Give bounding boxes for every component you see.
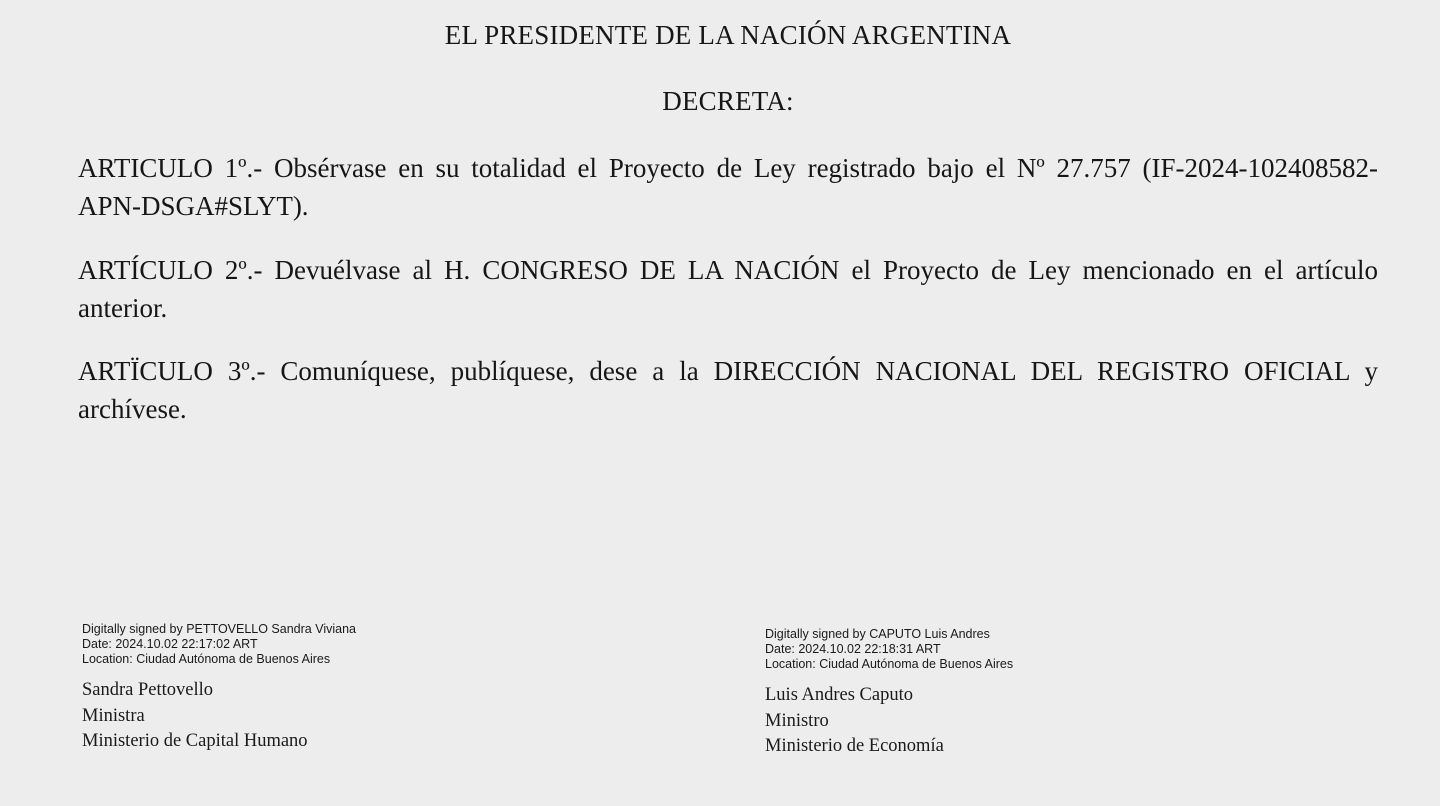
digital-signature-location: Location: Ciudad Autónoma de Buenos Aires [82,652,331,666]
signer-ministry: Ministerio de Economía [765,736,944,756]
signer-name: Sandra Pettovello [82,680,214,700]
article-3-line-1: ARTÏCULO 3º.- Comuníquese, publíquese, dese a la DIRECCIÓN NACIONAL DEL REGISTRO OFICIAL y [78,356,1378,386]
article-1-line-1: ARTICULO 1º.- Obsérvase en su totalidad el Proyecto de Ley registrado bajo el Nº 27.757 (IF-2024-102408582- [78,153,1378,183]
digital-signed-by: Digitally signed by CAPUTO Luis Andres [765,627,990,641]
signer-role: Ministro [765,710,829,731]
digital-signed-by: Digitally signed by PETTOVELLO Sandra Viviana [82,622,356,636]
signer-info [765,683,1013,760]
signature-block-caputo [765,627,1013,760]
signer-info [82,678,356,755]
digital-signature-date: Date: 2024.10.02 22:18:31 ART [765,642,941,656]
article-2-line-2: anterior. [78,293,168,323]
digital-signature-stamp [765,627,1013,672]
signer-ministry: Ministerio de Capital Humano [82,731,308,751]
article-2 [78,251,1378,327]
article-1 [78,149,1378,225]
article-3-line-2: archívese. [78,394,187,424]
digital-signature-location: Location: Ciudad Autónoma de Buenos Aires [765,657,1014,671]
signature-block-pettovello [82,622,356,755]
signer-name: Luis Andres Caputo [765,685,913,705]
digital-signature-stamp [82,622,356,667]
document-title: EL PRESIDENTE DE LA NACIÓN ARGENTINA [444,20,1012,50]
article-2-line-1: ARTÍCULO 2º.- Devuélvase al H. CONGRESO DE LA NACIÓN el Proyecto de Ley mencionado en el artículo [78,255,1378,285]
decree-heading: DECRETA: [662,86,794,116]
article-3 [78,352,1378,428]
signer-role: Ministra [82,705,145,726]
article-1-line-2: APN-DSGA#SLYT). [78,191,309,221]
digital-signature-date: Date: 2024.10.02 22:17:02 ART [82,637,258,651]
